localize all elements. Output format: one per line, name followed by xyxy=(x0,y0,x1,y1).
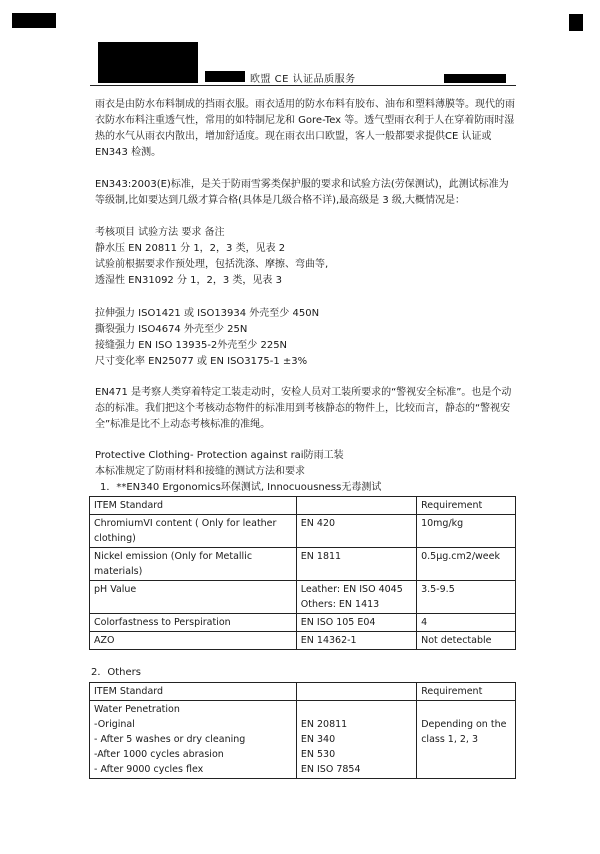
item-cell: pH Value xyxy=(90,581,297,614)
test-line: 静水压 EN 20811 分 1，2，3 类，见表 2 xyxy=(95,243,286,254)
table-row xyxy=(90,701,516,779)
standard-line: EN ISO 7854 xyxy=(300,764,361,775)
redaction-block xyxy=(444,74,506,83)
redaction-block xyxy=(205,71,245,82)
strength-line: 尺寸变化率 EN25077 或 EN ISO3175-1 ±3% xyxy=(95,356,308,367)
item-line: -After 1000 cycles abrasion xyxy=(94,749,224,760)
standard-cell: EN 14362-1 xyxy=(296,632,416,650)
en471-paragraph: EN471 是考察人类穿着特定工装走动时，安检人员对工装所要求的“警视安全标准”。也是个动态的标准。我们把这个考核动态物件的标准用到考核静态的物件上，比较而言，静态的“警视安全”标准是比不上动态考核标准的准绳。 xyxy=(95,387,512,430)
item-cell: ChromiumVI content ( Only for leather clothing) xyxy=(90,515,297,548)
test-line: 试验前根据要求作预处理，包括洗涤、摩擦、弯曲等, xyxy=(95,259,329,270)
table-row xyxy=(90,548,516,581)
redacted-logo xyxy=(98,42,198,83)
standard-line xyxy=(301,702,412,717)
standard-line: EN 340 xyxy=(300,734,336,745)
requirement-cell: 3.5-9.5 xyxy=(417,581,516,614)
item-line: Water Penetration xyxy=(94,704,180,715)
requirement-cell: Depending on the class 1, 2, 3 xyxy=(417,701,516,779)
requirement-cell: 4 xyxy=(417,614,516,632)
requirement-cell: Not detectable xyxy=(417,632,516,650)
ergonomics-table xyxy=(89,496,516,650)
test-line: 考核项目 试验方法 要求 备注 xyxy=(95,227,225,238)
others-table xyxy=(89,682,516,779)
header-title: 欧盟 CE 认证品质服务 xyxy=(250,74,356,85)
header-cell: ITEM Standard xyxy=(90,497,297,515)
redaction-block xyxy=(569,14,583,31)
standard-line: Leather: EN ISO 4045 xyxy=(300,584,403,595)
item-line: -Original xyxy=(94,719,135,730)
item-cell: AZO xyxy=(90,632,297,650)
standard-line: EN 20811 xyxy=(300,719,348,730)
table-row xyxy=(90,581,516,614)
item-line: - After 9000 cycles flex xyxy=(94,764,204,775)
header-cell: ITEM Standard xyxy=(90,683,297,701)
standard-cell: EN 420 xyxy=(296,515,416,548)
item-cell: Colorfastness to Perspiration xyxy=(90,614,297,632)
redaction-block xyxy=(12,13,56,28)
table-header-row xyxy=(90,497,516,515)
standard-cell: EN 1811 xyxy=(296,548,416,581)
section-heading-2: 2．Others xyxy=(91,667,141,678)
standard-line: EN 530 xyxy=(300,749,336,760)
standard-line: Others: EN 1413 xyxy=(300,599,380,610)
header-cell: Requirement xyxy=(417,683,516,701)
standard-cell xyxy=(296,701,416,779)
section-heading-1: 1．**EN340 Ergonomics环保测试, Innocuousness无毒测试 xyxy=(100,482,382,493)
requirement-cell: 10mg/kg xyxy=(417,515,516,548)
section-title: Protective Clothing- Protection against rai防雨工装 xyxy=(95,450,344,461)
item-line: - After 5 washes or dry cleaning xyxy=(94,734,246,745)
header-divider xyxy=(90,85,516,86)
header-cell xyxy=(296,683,416,701)
strength-line: 撕裂强力 ISO4674 外壳至少 25N xyxy=(95,324,248,335)
strength-line: 拉伸强力 ISO1421 或 ISO13934 外壳至少 450N xyxy=(95,308,320,319)
table-row xyxy=(90,632,516,650)
header-cell: Requirement xyxy=(417,497,516,515)
intro-paragraph: 雨衣是由防水布料制成的挡雨衣服。雨衣适用的防水布料有胶布、油布和塑料薄膜等。现代的雨衣防水布料注重透气性，常用的如特制尼龙和 Gore-Tex 等。透气型雨衣利于人在穿着防雨时湿热的水气从雨衣内散出，增加舒适度。现在雨衣出口欧盟，客人一般都要求提供CE 认证或 EN343 检测。 xyxy=(95,99,515,158)
section-subtitle: 本标准规定了防雨材料和接缝的测试方法和要求 xyxy=(95,466,305,477)
table-row xyxy=(90,515,516,548)
table-row xyxy=(90,614,516,632)
item-cell: Nickel emission (Only for Metallic materials) xyxy=(90,548,297,581)
strength-line: 接缝强力 EN ISO 13935-2外壳至少 225N xyxy=(95,340,288,351)
item-cell xyxy=(90,701,297,779)
table-header-row xyxy=(90,683,516,701)
standard-cell xyxy=(296,581,416,614)
standard-cell: EN ISO 105 E04 xyxy=(296,614,416,632)
en343-paragraph: EN343:2003(E)标准，是关于防雨雪雾类保护服的要求和试验方法(劳保测试)，此测试标准为等级制,比如要达到几级才算合格(具体是几级合格不详),最高级是 3 级,大概情况是： xyxy=(95,179,509,206)
requirement-cell: 0.5μg.cm2/week xyxy=(417,548,516,581)
test-line: 透湿性 EN31092 分 1，2，3 类，见表 3 xyxy=(95,275,282,286)
header-cell xyxy=(296,497,416,515)
